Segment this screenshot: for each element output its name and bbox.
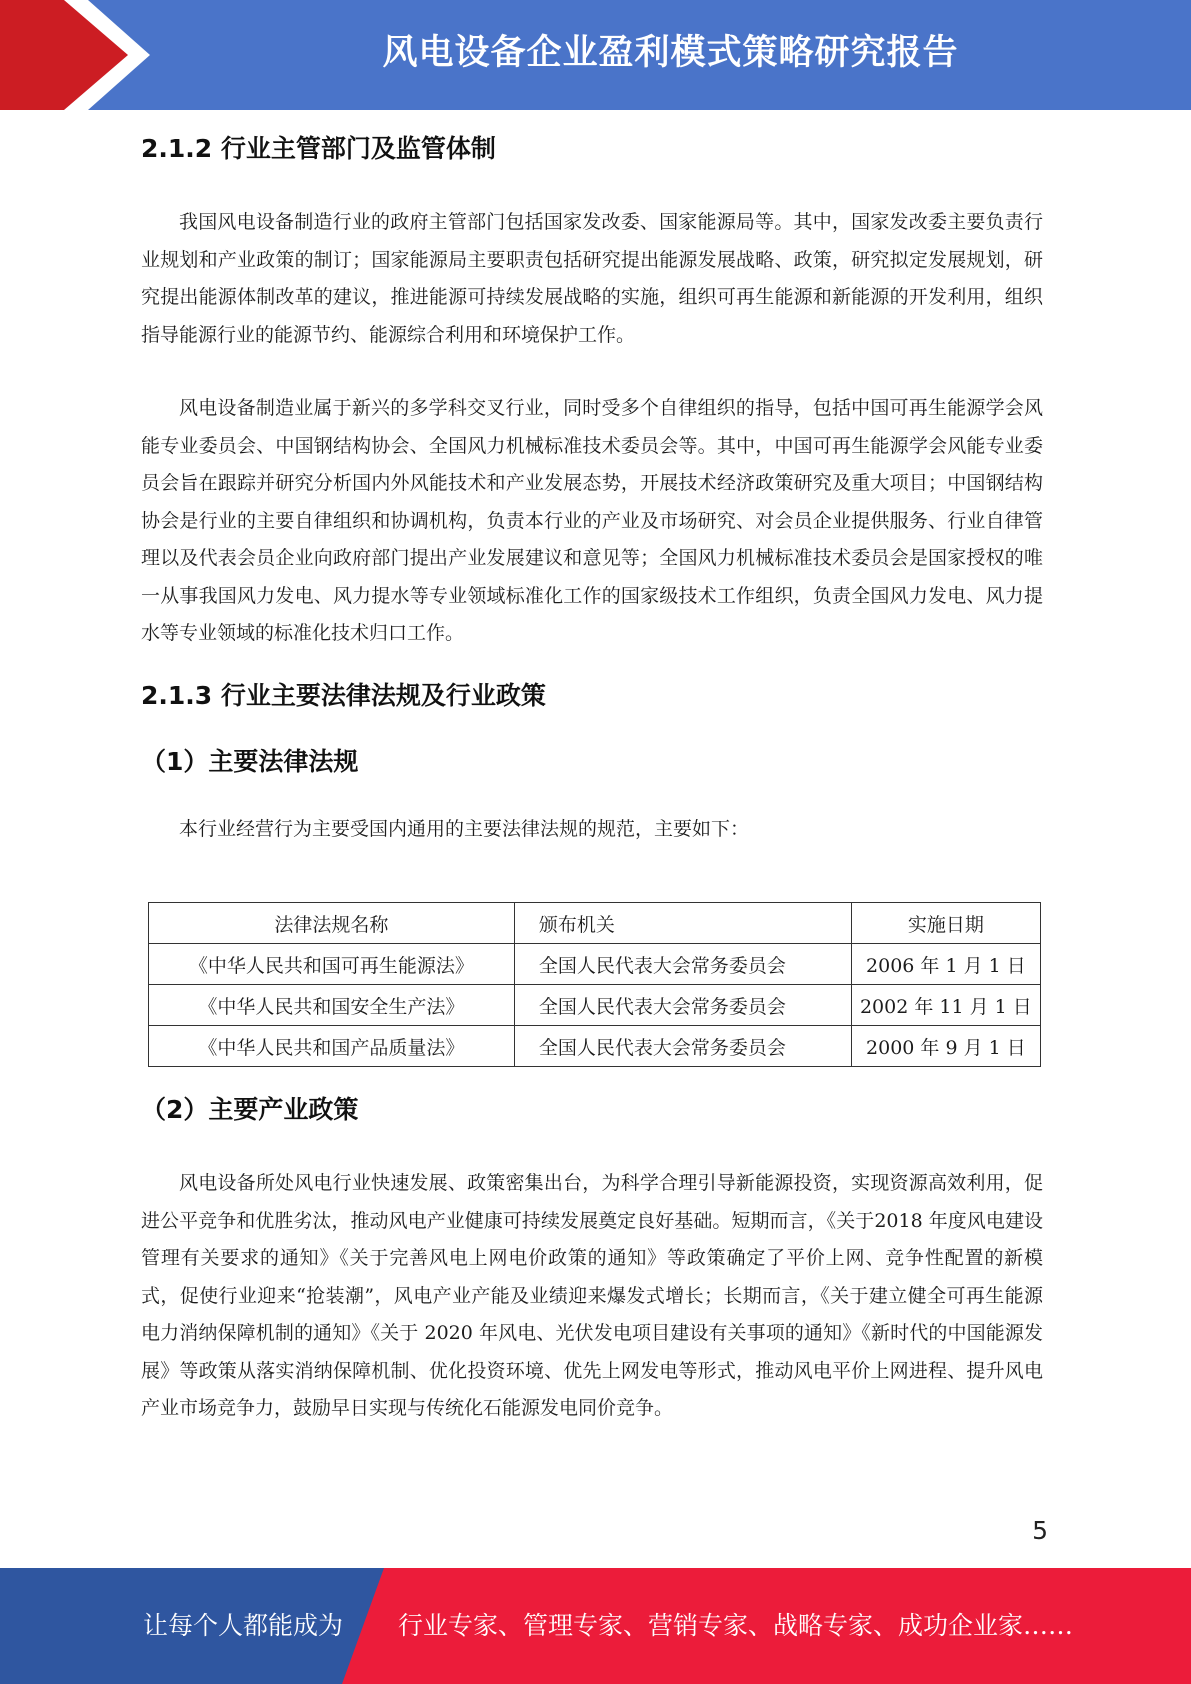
table-header-cell: 实施日期 <box>851 903 1040 944</box>
table-cell-issuer: 全国人民代表大会常务委员会 <box>514 944 851 985</box>
table-row <box>149 944 1041 985</box>
header-red-arrow <box>0 0 142 110</box>
table-cell-law-name: 《中华人民共和国可再生能源法》 <box>149 944 515 985</box>
subsection-heading-policies: （2）主要产业政策 <box>141 1095 359 1124</box>
table-row <box>149 985 1041 1026</box>
table-header-cell: 法律法规名称 <box>149 903 515 944</box>
table-header-row <box>149 903 1041 944</box>
footer-slogan-left: 让每个人都能成为 <box>143 1611 344 1640</box>
section-heading-2-1-3: 2.1.3 行业主要法律法规及行业政策 <box>141 680 546 710</box>
page-header <box>0 0 1191 110</box>
footer-slogan-right: 行业专家、管理专家、营销专家、战略专家、成功企业家…… <box>398 1611 1074 1640</box>
table-cell-date: 2002 年 11 月 1 日 <box>851 985 1040 1026</box>
paragraph-laws-intro: 本行业经营行为主要受国内通用的主要法律法规的规范，主要如下： <box>179 817 750 840</box>
paragraph-industry-policies: 风电设备所处风电行业快速发展、政策密集出台，为科学合理引导新能源投资，实现资源高效利用，促进公平竞争和优胜劣汰，推动风电产业健康可持续发展奠定良好基础。短期而言，《关于2018 年度风电建设管理有关要求的通知》《关于完善风电上网电价政策的通知》等政策确定了平价上网、竞争性配置的新模式，促使行业迎来“抢装潮”，风电产业产能及业绩迎来爆发式增长；长期而言，《关于建立健全可再生能源电力消纳保障机制的通知》《关于 2020 年风电、光伏发电项目建设有关事项的通知》《新时代的中国能源发展》等政策从落实消纳保障机制、优化投资环境、优先上网发电等形式，推动风电平价上网进程、提升风电产业市场竞争力，鼓励早日实现与传统化石能源发电同价竞争。 <box>141 1172 1043 1419</box>
table-cell-law-name: 《中华人民共和国产品质量法》 <box>149 1026 515 1067</box>
paragraph-regulators: 我国风电设备制造行业的政府主管部门包括国家发改委、国家能源局等。其中，国家发改委主要负责行业规划和产业政策的制订；国家能源局主要职责包括研究提出能源发展战略、政策，研究拟定发展规划，研究提出能源体制改革的建议，推进能源可持续发展战略的实施，组织可再生能源和新能源的开发利用，组织指导能源行业的能源节约、能源综合利用和环境保护工作。 <box>141 211 1043 346</box>
table-cell-issuer: 全国人民代表大会常务委员会 <box>514 1026 851 1067</box>
table-cell-date: 2000 年 9 月 1 日 <box>851 1026 1040 1067</box>
table-header-cell: 颁布机关 <box>514 903 851 944</box>
table-cell-date: 2006 年 1 月 1 日 <box>851 944 1040 985</box>
laws-table <box>148 902 1041 1067</box>
page-footer <box>0 1568 1191 1684</box>
subsection-heading-laws: （1）主要法律法规 <box>141 746 359 776</box>
table-cell-law-name: 《中华人民共和国安全生产法》 <box>149 985 515 1026</box>
page-number: 5 <box>1032 1516 1048 1545</box>
paragraph-self-regulatory-orgs: 风电设备制造业属于新兴的多学科交叉行业，同时受多个自律组织的指导，包括中国可再生能源学会风能专业委员会、中国钢结构协会、全国风力机械标准技术委员会等。其中，中国可再生能源学会风能专业委员会旨在跟踪并研究分析国内外风能技术和产业发展态势，开展技术经济政策研究及重大项目；中国钢结构协会是行业的主要自律组织和协调机构，负责本行业的产业及市场研究、对会员企业提供服务、行业自律管理以及代表会员企业向政府部门提出产业发展建议和意见等；全国风力机械标准技术委员会是国家授权的唯一从事我国风力发电、风力提水等专业领域标准化工作的国家级技术工作组织，负责全国风力发电、风力提水等专业领域的标准化技术归口工作。 <box>141 397 1043 644</box>
page-content <box>141 126 1043 1428</box>
table-row <box>149 1026 1041 1067</box>
report-title: 风电设备企业盈利模式策略研究报告 <box>382 33 959 73</box>
section-heading-2-1-2: 2.1.2 行业主管部门及监管体制 <box>141 134 496 163</box>
table-cell-issuer: 全国人民代表大会常务委员会 <box>514 985 851 1026</box>
